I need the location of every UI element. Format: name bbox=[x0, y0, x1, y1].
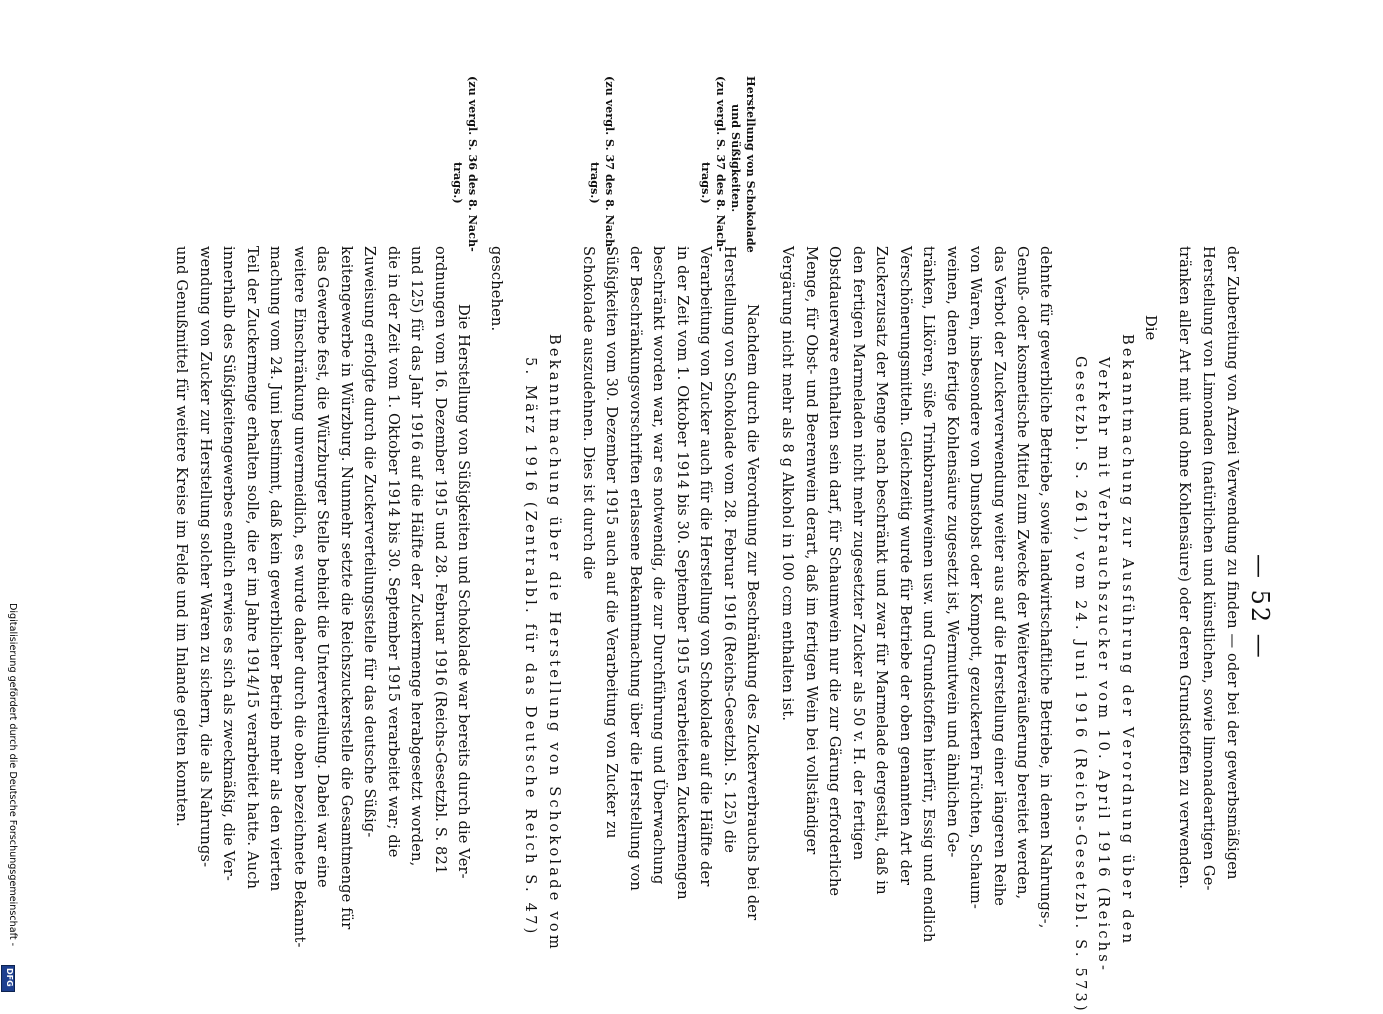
text-line: Verarbeitung von Zucker auch für die Herstellung von Schokolade auf die Hälfte der bbox=[697, 246, 714, 887]
dfg-logo-icon bbox=[1, 965, 15, 992]
text-line: und 125) für das Jahr 1916 auf die Hälfte der Zuckermenge herabgesetzt worden, bbox=[408, 246, 425, 867]
text-line: der Zubereitung von Arznei Verwendung zu finden — oder bei der gewerbsmäßigen bbox=[1224, 246, 1241, 880]
text-line: Zuweisung erfolgte durch die Zuckerverteilungsstelle für das deutsche Süßig- bbox=[361, 246, 378, 838]
text-line: Herstellung von Schokolade vom 28. Februar 1916 (Reichs-Gesetzbl. S. 125) die bbox=[721, 246, 738, 853]
digitization-footer bbox=[4, 603, 20, 995]
text-line: innerhalb des Süßigkeitengewerbes endlich erwies es sich als zweckmäßig, die Ver- bbox=[220, 246, 237, 881]
text-line: beschränkt worden war, war es notwendig, die zur Durchführung und Überwachung bbox=[650, 246, 667, 885]
text-line: Schokolade auszudehnen. Dies ist durch die bbox=[580, 246, 597, 580]
text-line: Die Herstellung von Süßigkeiten und Schokolade war bereits durch die Ver- bbox=[455, 304, 472, 879]
text-line: Verkehr mit Verbrauchszucker vom 10. April 1916 (Reichs- bbox=[1095, 357, 1112, 974]
text-line: wendung von Zucker zur Herstellung solcher Waren zu sichern, die als Nahrungs- bbox=[197, 246, 214, 868]
text-line: Gesetzbl. S. 261), vom 24. Juni 1916 (Reichs-Gesetzbl. S. 573) bbox=[1072, 356, 1089, 1014]
text-line: tränken, Likören, süße Trinkbranntweinen usw. und Grundstoffen hierfür, Essig und endlich bbox=[920, 246, 937, 943]
text-line: weitere Einschränkung unvermeidlich, es wurde daher durch die oben bezeichnete Bekannt- bbox=[291, 246, 308, 948]
text-line: Die bbox=[1142, 315, 1159, 341]
text-line: dehnte für gewerbliche Betriebe, sowie landwirtschaftliche Betriebe, in denen Nahrungs-, bbox=[1037, 246, 1054, 929]
text-line: und Genußmittel für weitere Kreise im Felde und im Inlande gelten konnten. bbox=[173, 246, 190, 827]
text-line: Bekanntmachung über die Herstellung von Schokolade vom bbox=[546, 334, 563, 952]
text-line: Nachdem durch die Verordnung zur Beschränkung des Zuckerverbrauchs bei der bbox=[744, 304, 761, 921]
text-line: das Verbot der Zuckerverwendung weiter aus auf die Herstellung einer längeren Reihe bbox=[991, 246, 1008, 907]
margin-note-line: (zu vergl. S. 36 des 8. Nach- bbox=[466, 76, 480, 252]
footer-credit: Digitalisierung gefördert durch die Deutsche Forschungsgemeinschaft - bbox=[7, 603, 18, 947]
text-line: Vergärung nicht mehr als 8 g Alkohol in 100 ccm enthalten ist. bbox=[779, 246, 796, 722]
text-line: ordnungen vom 16. Dezember 1915 und 28. Februar 1916 (Reichs-Gesetzbl. S. 821 bbox=[432, 246, 449, 875]
text-line: 5. März 1916 (Zentralbl. für das Deutsche Reich S. 47) bbox=[522, 357, 539, 937]
logo-text: DFG bbox=[5, 968, 14, 987]
text-line: Obstdauerware enthalten sein darf, für Schaumwein nur die zur Gärung erforderliche bbox=[826, 246, 843, 897]
text-line: Herstellung von Limonaden (natürlichen und künstlichen, sowie limonadeartigen Ge- bbox=[1200, 246, 1217, 891]
text-line: Süßigkeiten vom 30. Dezember 1915 auch auf die Verarbeitung von Zucker zu bbox=[603, 246, 620, 839]
page-number: — 52 — bbox=[1246, 554, 1274, 660]
text-line: Verschönerungsmitteln. Gleichzeitig wurde für Betriebe der oben genannten Art der bbox=[897, 246, 914, 886]
text-line: die in der Zeit vom 1. Oktober 1914 bis 30. September 1915 verarbeitet war; die bbox=[385, 246, 402, 858]
text-line: das Gewerbe fest, die Würzburger Stelle behielt die Unterverteilung. Dabei war eine bbox=[314, 246, 331, 888]
text-line: in der Zeit vom 1. Oktober 1914 bis 30. September 1915 verarbeiteten Zuckermengen bbox=[674, 246, 691, 900]
text-line: tränken aller Art mit und ohne Kohlensäure) oder deren Grundstoffen zu verwenden. bbox=[1176, 246, 1193, 890]
text-line: Bekanntmachung zur Ausführung der Verordnung über den bbox=[1119, 334, 1136, 947]
margin-note-line: und Süßigkeiten. bbox=[729, 104, 743, 213]
text-line: keitengewerbe in Würzburg. Nunmehr setzte die Reichszuckerstelle die Gesamtmenge für bbox=[338, 246, 355, 930]
text-line: machung vom 24. Juni bestimmt, daß kein gewerblicher Betrieb mehr als den vierten bbox=[267, 246, 284, 892]
margin-note-line: Herstellung von Schokolade bbox=[744, 76, 758, 253]
text-line: weinen, denen fertige Kohlensäure zugesetzt ist, Wermutwein und ähnlichen Ge- bbox=[944, 246, 961, 858]
text-line: Menge, für Obst- und Beerenwein derart, daß im fertigen Wein bei vollständiger bbox=[803, 246, 820, 855]
margin-note-line: trags.) bbox=[699, 162, 713, 204]
text-line: Teil der Zuckermenge erhalten solle, die er im Jahre 1914/15 verarbeitet hatte. Auch bbox=[244, 246, 261, 890]
text-line: der Beschränkungsvorschriften erlassene Bekanntmachung über die Herstellung von bbox=[627, 246, 644, 891]
text-line: Zuckerzusatz der Menge nach beschränkt und zwar für Marmelade dergestalt, daß in bbox=[873, 246, 890, 895]
margin-note-line: trags.) bbox=[588, 162, 602, 204]
margin-note-line: (zu vergl. S. 37 des 8. Nach- bbox=[603, 76, 617, 252]
text-line: von Waren, insbesondere von Dunstobst oder Kompott, gezuckerten Früchten, Schaum- bbox=[967, 246, 984, 909]
margin-note-line: trags.) bbox=[451, 162, 465, 204]
text-line: den fertigen Marmeladen nicht mehr zugesetzter Zucker als 50 v. H. der fertigen bbox=[850, 246, 867, 861]
text-line: Genuß- oder kosmetische Mittel zum Zwecke der Weiterveräußerung bereitet werden, bbox=[1014, 246, 1031, 900]
text-line: geschehen. bbox=[488, 246, 505, 332]
margin-note-line: (zu vergl. S. 37 des 8. Nach- bbox=[714, 76, 728, 252]
